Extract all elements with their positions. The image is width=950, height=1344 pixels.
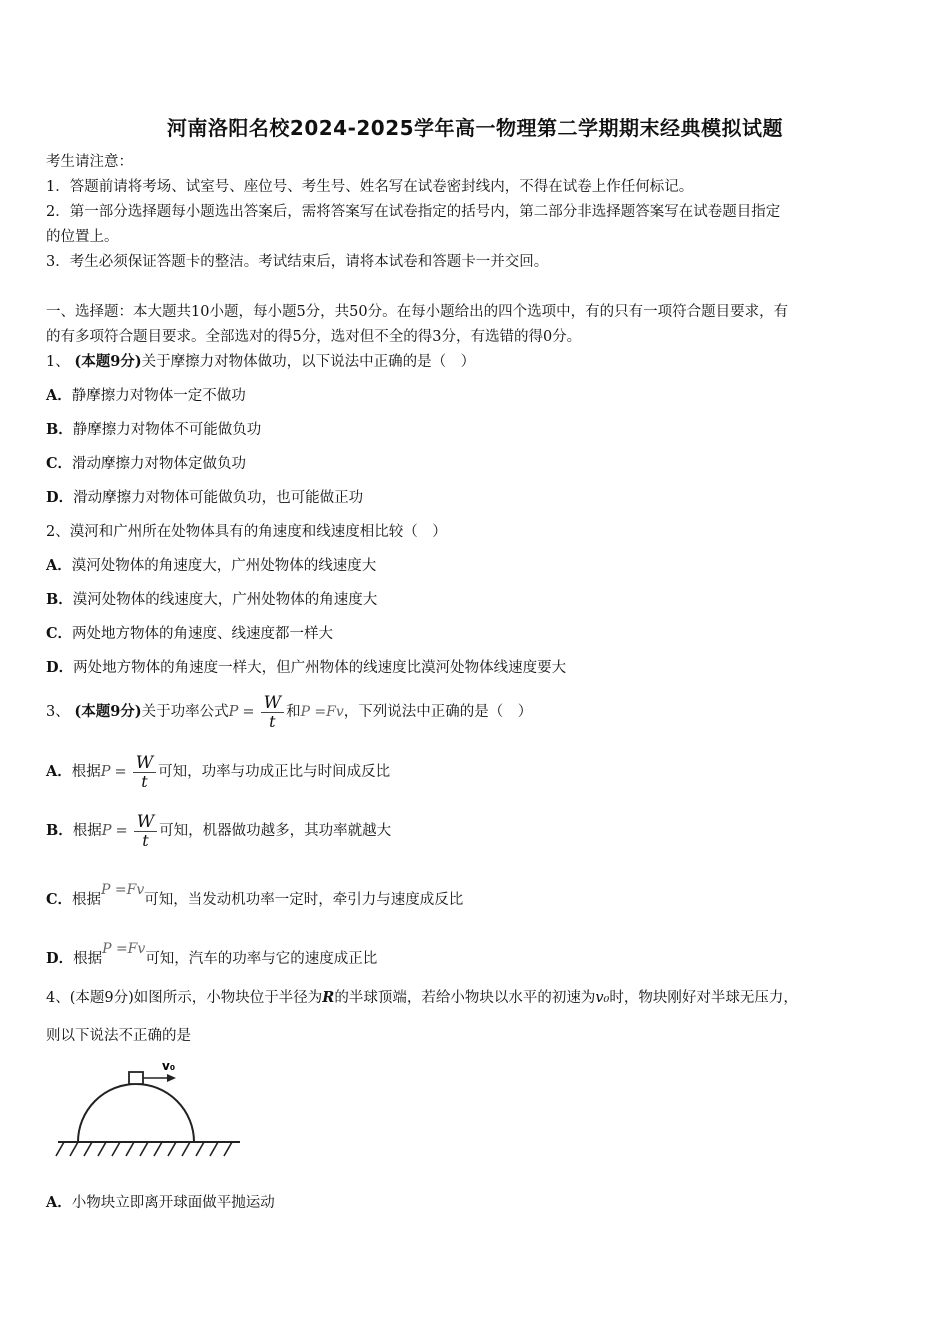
formula-pfv: P =Fv [101,882,145,898]
option-text: 根据 [73,951,103,967]
question-3-stem [46,692,532,732]
option-label: D． [46,489,74,506]
option-text: 静摩擦力对物体一定不做功 [71,388,246,404]
velocity-label: v₀ [162,1059,176,1073]
question-text: 的半球顶端，若给小物块以水平的初速为 [334,990,596,1006]
option-text: 漠河处物体的线速度大，广州处物体的角速度大 [72,592,378,608]
fraction-denominator: t [269,711,276,731]
formula-p: P [101,823,112,839]
formula-eq: = [115,823,128,839]
question-text: 时，物块刚好对半球无压力， [609,990,798,1006]
option-text: 根据 [72,823,102,839]
ground-hatching [56,1142,232,1156]
option-d [46,929,377,979]
section-instructions: 一、选择题：本大题共10小题，每小题5分，共50分。在每小题给出的四个选项中，有的只有一项符合题目要求，有 [46,304,789,320]
fraction-numerator: W [133,754,156,773]
option-c [46,624,333,644]
option-text: 滑动摩擦力对物体定做负功 [72,456,247,472]
question-1-stem [46,352,475,372]
option-d [46,488,363,508]
option-a [46,752,390,792]
option-label: D． [46,659,74,676]
question-text: 关于摩擦力对物体做功，以下说法中正确的是（ ） [141,354,476,370]
question-text: 和 [286,704,301,720]
option-text: 漠河处物体的角速度大，广州处物体的线速度大 [71,558,377,574]
option-a [46,1193,275,1213]
question-2-stem: 2、漠河和广州所在处物体具有的角速度和线速度相比较（ ） [46,524,447,540]
option-a [46,556,376,576]
option-text: 静摩擦力对物体不可能做负功 [72,422,262,438]
notice-item: 2．第一部分选择题每小题选出答案后，需将答案写在试卷指定的括号内，第二部分非选择题答案写在试卷题目指定 [46,204,781,220]
option-text: 可知，机器做功越多，其功率就越大 [159,823,392,839]
fraction-denominator: t [142,830,149,850]
section-instructions: 的有多项符合题目要求。全部选对的得5分，选对但不全的得3分，有选错的得0分。 [46,329,582,345]
option-label: A． [46,763,72,780]
question-text: 关于功率公式 [141,704,229,720]
notice-heading: 考生请注意： [46,154,133,170]
option-label: C． [46,455,73,472]
option-label: B． [46,822,73,839]
fraction-denominator: t [141,771,148,791]
velocity-arrowhead [167,1074,176,1082]
notice-item: 的位置上。 [46,229,119,245]
option-text: 根据 [72,892,102,908]
formula-eq: = [114,764,127,780]
option-label: A． [46,557,72,574]
option-label: B． [46,421,73,438]
question-number: 1、 [46,354,70,370]
option-label: C． [46,891,73,908]
hemisphere-figure [50,1058,250,1168]
option-b [46,420,261,440]
question-text: ，下列说法中正确的是（ ） [343,704,533,720]
option-text: 可知，当发动机功率一定时，牵引力与速度成反比 [144,892,464,908]
option-label: A． [46,1194,72,1211]
variable-v0: v₀ [595,990,610,1006]
option-text: 根据 [71,764,101,780]
question-text: 4、(本题9分)如图所示，小物块位于半径为 [46,990,323,1006]
option-text: 可知，功率与功成正比与时间成反比 [158,764,391,780]
option-label: A． [46,387,72,404]
option-label: C． [46,625,73,642]
fraction-numerator: W [261,694,284,713]
formula-fraction [134,813,157,850]
formula-pfv: P =Fv [102,941,146,957]
formula-p: P [100,764,111,780]
option-d [46,658,566,678]
option-b [46,811,391,851]
formula-eq: = [242,704,255,720]
notice-item: 3．考生必须保证答题卡的整洁。考试结束后，请将本试卷和答题卡一并交回。 [46,254,549,270]
variable-r: R [322,989,335,1006]
notice-item: 1．答题前请将考场、试室号、座位号、考生号、姓名写在试卷密封线内，不得在试卷上作任何标记。 [46,179,694,195]
option-text: 两处地方物体的角速度、线速度都一样大 [72,626,334,642]
formula-fraction [133,754,156,791]
option-c [46,870,463,920]
option-label: B． [46,591,73,608]
option-text: 小物块立即离开球面做平抛运动 [71,1195,275,1211]
question-number: 3、 [46,704,70,720]
formula-fraction [261,694,284,731]
question-4-stem [46,988,798,1008]
option-b [46,590,377,610]
question-tag: (本题9分) [74,353,142,370]
option-c [46,454,246,474]
option-label: D． [46,950,74,967]
hemisphere [78,1084,194,1142]
formula-p: P [228,704,239,720]
option-text: 两处地方物体的角速度一样大，但广州物体的线速度比漠河处物体线速度要大 [73,660,567,676]
question-4-stem-2: 则以下说法不正确的是 [46,1028,191,1044]
option-text: 可知，汽车的功率与它的速度成正比 [145,951,378,967]
option-text: 滑动摩擦力对物体可能做负功，也可能做正功 [73,490,364,506]
formula-pfv: P =Fv [300,704,344,720]
question-tag: (本题9分) [74,703,142,720]
page-title: 河南洛阳名校2024-2025学年高一物理第二学期期末经典模拟试题 [166,116,784,140]
small-block [129,1072,143,1084]
option-a [46,386,246,406]
fraction-numerator: W [134,813,157,832]
